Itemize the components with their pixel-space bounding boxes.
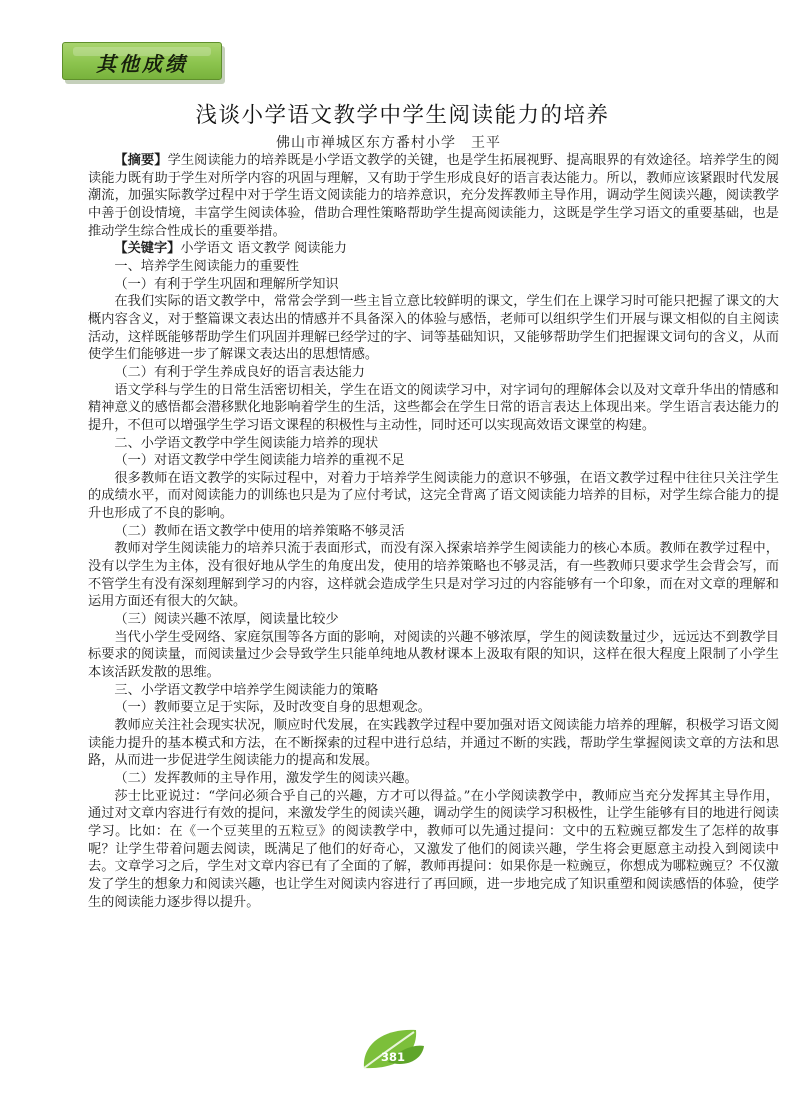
subsection-heading-1-1: （一）有利于学生巩固和理解所学知识	[114, 276, 339, 292]
subsection-heading-1-2: （二）有利于学生养成良好的语言表达能力	[114, 364, 365, 380]
body-paragraph: 教师应关注社会现实状况，顺应时代发展，在实践教学过程中要加强对语文阅读能力培养的理解，积极学习语文阅读能力提升的基本模式和方法，在不断探索的过程中进行总结，并通过不断的实践，帮助学生掌握阅读文章的方法和思路，从而进一步促进学生阅读能力的提高和发展。	[88, 718, 779, 769]
article-body	[88, 152, 779, 911]
section-heading-3: 三、小学语文教学中培养学生阅读能力的策略	[114, 682, 379, 698]
article-title: 浅谈小学语文教学中学生阅读能力的培养	[195, 103, 610, 128]
section-heading-2: 二、小学语文教学中学生阅读能力培养的现状	[114, 435, 379, 451]
leaf-icon	[358, 1022, 428, 1074]
subsection-heading-3-2: （二）发挥教师的主导作用，激发学生的阅读兴趣。	[114, 770, 418, 786]
section-tab-label: 其他成绩	[96, 52, 188, 76]
body-paragraph: 语文学科与学生的日常生活密切相关，学生在语文的阅读学习中，对字词句的理解体会以及对文章升华出的情感和精神意义的感悟都会潜移默化地影响着学生的生活，这些都会在学生日常的语言表达上体现出来。学生语言表达能力的提升，不但可以增强学生学习语文课程的积极性与主动性，同时还可以实现高效语文课堂的构建。	[88, 382, 779, 433]
body-paragraph: 教师对学生阅读能力的培养只流于表面形式，而没有深入探索培养学生阅读能力的核心本质。教师在教学过程中，没有以学生为主体，没有很好地从学生的角度出发，使用的培养策略也不够灵活，有一些教师只要求学生会背会写，而不管学生有没有深刻理解到学习的内容，这样就会造成学生只是对学习过的内容能够有一个印象，而在对文章的理解和运用方面还有很大的欠缺。	[88, 541, 779, 610]
body-paragraph: 当代小学生受网络、家庭氛围等各方面的影响，对阅读的兴趣不够浓厚，学生的阅读数量过少，远远达不到教学目标要求的阅读量，而阅读量过少会导致学生只能单纯地从教材课本上汲取有限的知识，这样在很大程度上限制了小学生本该活跃发散的思维。	[88, 629, 779, 681]
body-paragraph: 很多教师在语文教学的实际过程中，对着力于培养学生阅读能力的意识不够强，在语文教学过程中往往只关注学生的成绩水平，而对阅读能力的训练也只是为了应付考试，这完全背离了语文阅读能力培养的目标，对学生综合能力的提升也形成了不良的影响。	[88, 470, 779, 522]
keywords-label: 【关键字】	[114, 241, 181, 257]
body-paragraph: 莎士比亚说过：“学问必须合乎自己的兴趣，方才可以得益。”在小学阅读教学中，教师应当充分发挥其主导作用，通过对文章内容进行有效的提问，来激发学生的阅读兴趣，调动学生的阅读学习积极性，让学生能够有目的地进行阅读学习。比如：在《一个豆荚里的五粒豆》的阅读教学中，教师可以先通过提问：文中的五粒豌豆都发生了怎样的故事呢？让学生带着问题去阅读，既满足了他们的好奇心，又激发了他们的阅读兴趣，学生将会更愿意主动投入到阅读中去。文章学习之后，学生对文章内容已有了全面的了解，教师再提问：如果你是一粒豌豆，你想成为哪粒豌豆？不仅激发了学生的想象力和阅读兴趣，也让学生对阅读内容进行了再回顾，进一步地完成了知识重塑和阅读感悟的体验，使学生的阅读能力逐步得以提升。	[88, 788, 779, 910]
subsection-heading-2-2: （二）教师在语文教学中使用的培养策略不够灵活	[114, 523, 405, 539]
keywords-text: 小学语文 语文教学 阅读能力	[180, 241, 347, 257]
section-heading-1: 一、培养学生阅读能力的重要性	[114, 258, 300, 274]
abstract-text: 学生阅读能力的培养既是小学语文教学的关键，也是学生拓展视野、提高眼界的有效途径。培养学生的阅读能力既有助于学生对所学内容的巩固与理解，又有助于学生形成良好的语言表达能力。所以，教师应该紧跟时代发展潮流，加强实际教学过程中对于学生语文阅读能力的培养意识，充分发挥教师主导作用，调动学生阅读兴趣，阅读教学中善于创设情境，丰富学生阅读体验，借助合理性策略帮助学生提高阅读能力，这既是学生学习语文的重要基础，也是推动学生综合性成长的重要举措。	[88, 153, 780, 239]
author-byline: 佛山市禅城区东方番村小学 王平	[276, 135, 501, 151]
body-paragraph: 在我们实际的语文教学中，常常会学到一些主旨立意比较鲜明的课文，学生们在上课学习时可能只把握了课文的大概内容含义，对于整篇课文表达出的情感并不具备深入的体验与感悟，老师可以组织学生们开展与课文相似的自主阅读活动，这样既能够帮助学生们巩固并理解已经学过的字、词等基础知识，又能够帮助学生们把握课文词句的含义，从而使学生们能够进一步了解课文表达出的思想情感。	[88, 294, 779, 363]
section-tab	[62, 42, 222, 80]
abstract-label: 【摘要】	[114, 153, 168, 168]
page-number: 381	[380, 1050, 405, 1064]
subsection-heading-2-3: （三）阅读兴趣不浓厚，阅读量比较少	[114, 612, 339, 628]
keywords-paragraph	[88, 240, 779, 258]
subsection-heading-2-1: （一）对语文教学中学生阅读能力培养的重视不足	[114, 453, 405, 469]
abstract-paragraph	[88, 152, 779, 240]
subsection-heading-3-1: （一）教师要立足于实际，及时改变自身的思想观念。	[114, 700, 431, 716]
